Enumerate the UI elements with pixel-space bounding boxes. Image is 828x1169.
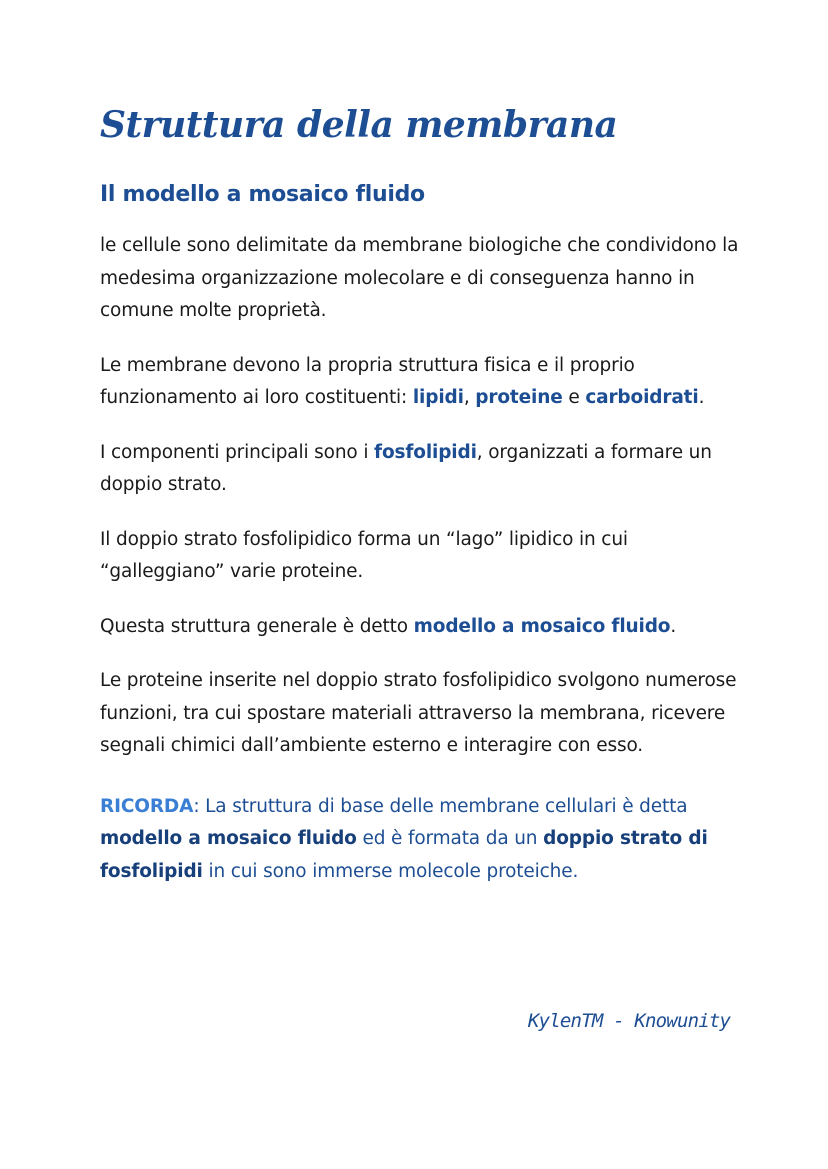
recall-text-mid: ed è formata da un <box>356 828 544 849</box>
paragraph-intro: le cellule sono delimitate da membrane biologiche che condividono la medesima organizzazione molecolare e di conseguenza hanno in comune molte proprietà. <box>100 235 739 321</box>
paragraph-model <box>100 611 740 644</box>
paragraph-constituents-text: Le membrane devono la propria struttura fisica e il proprio funzionamento ai loro costituenti: <box>100 354 635 408</box>
period: . <box>698 387 705 408</box>
term-carboidrati: carboidrati <box>585 387 699 408</box>
recall-box <box>100 791 740 889</box>
separator: , <box>463 387 476 408</box>
paragraph-model-text: Questa struttura generale è detto <box>100 615 414 637</box>
term-proteine: proteine <box>475 387 563 408</box>
recall-label: RICORDA <box>100 795 194 817</box>
recall-term-model: modello a mosaico fluido <box>100 828 357 849</box>
section-heading: Il modello a mosaico fluido <box>100 182 425 207</box>
paragraph-constituents <box>100 350 740 415</box>
recall-text-end: in cui sono immerse molecole proteiche. <box>202 860 579 882</box>
term-modello-mosaico-fluido: modello a mosaico fluido <box>413 615 671 637</box>
recall-text: : La struttura di base delle membrane cellulari è detta <box>193 795 688 817</box>
page-title: Struttura della membrana <box>100 104 618 146</box>
separator: e <box>562 387 586 408</box>
recall-term-bilayer: doppio strato di fosfolipidi <box>100 828 708 882</box>
paragraph-protein-functions: Le proteine inserite nel doppio strato fosfolipidico svolgono numerose funzioni, tra cui spostare materiali attraverso la membrana, ricevere segnali chimici dall’ambiente esterno e interagire con esso. <box>100 670 737 756</box>
term-lipidi: lipidi <box>412 387 464 408</box>
document-body <box>100 230 740 910</box>
paragraph-lipid-lake: Il doppio strato fosfolipidico forma un “lago” lipidico in cui “galleggiano” varie proteine. <box>100 528 628 582</box>
paragraph-components-text: I componenti principali sono i <box>100 441 375 463</box>
paragraph-components <box>100 437 740 502</box>
author-signature: KylenTM - Knowunity <box>528 1010 731 1032</box>
paragraph-components-rest: , organizzati a formare un doppio strato. <box>100 441 712 495</box>
period: . <box>670 615 677 637</box>
term-fosfolipidi: fosfolipidi <box>374 441 477 463</box>
